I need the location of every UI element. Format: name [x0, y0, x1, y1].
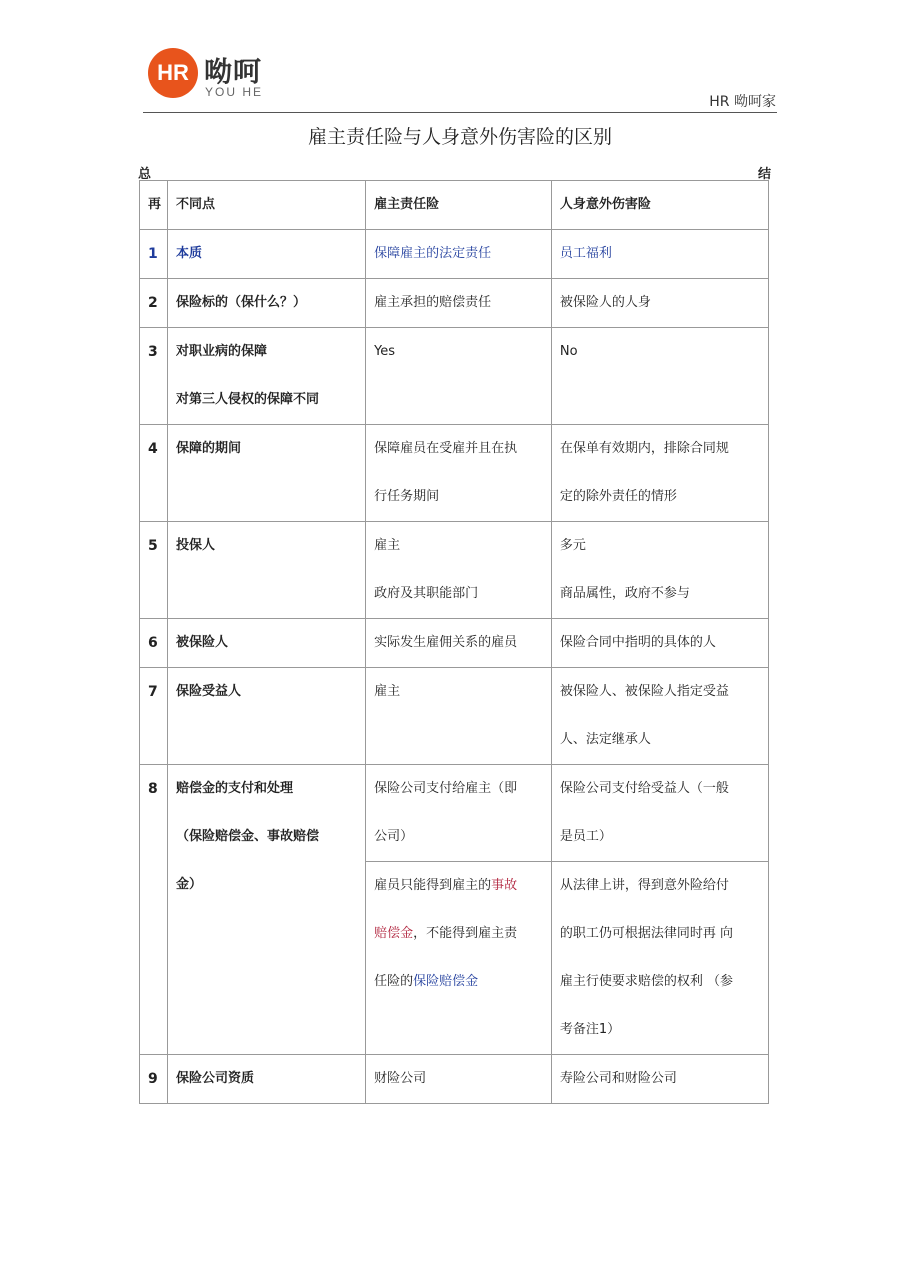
row-personal: No [551, 328, 768, 425]
row-number: 3 [140, 328, 168, 425]
table-row [140, 668, 769, 765]
header-brand: HR 呦呵家 [709, 94, 776, 110]
row-personal: 多元 商品属性，政府不参与 [551, 522, 768, 619]
row-point: 本质 [167, 230, 365, 279]
highlight-insurance-compensation: 保险赔偿金 [413, 974, 479, 989]
header-cell-employer: 雇主责任险 [366, 181, 552, 230]
logo-english-text: YOU HE [205, 85, 264, 99]
header-divider [143, 112, 777, 113]
row-employer: 雇主 [366, 668, 552, 765]
row-personal: 保险合同中指明的具体的人 [551, 619, 768, 668]
header-cell-index: 再 [140, 181, 168, 230]
row-employer: 雇主 政府及其职能部门 [366, 522, 552, 619]
table-row [140, 328, 769, 425]
row-number: 4 [140, 425, 168, 522]
row-personal: 从法律上讲，得到意外险给付 的职工仍可根据法律同时再 向 雇主行使要求赔偿的权利 （参 考备注1） [551, 862, 768, 1055]
row-number: 9 [140, 1055, 168, 1104]
company-logo [148, 48, 278, 104]
row-employer: 保障雇员在受雇并且在执 行任务期间 [366, 425, 552, 522]
row-number: 7 [140, 668, 168, 765]
row-employer: 雇主承担的赔偿责任 [366, 279, 552, 328]
header-cell-personal: 人身意外伤害险 [551, 181, 768, 230]
row-personal: 被保险人、被保险人指定受益 人、法定继承人 [551, 668, 768, 765]
row-point: 保险公司资质 [167, 1055, 365, 1104]
logo-chinese-text: 呦呵 [204, 55, 263, 88]
header-cell-point: 不同点 [167, 181, 365, 230]
row-employer: 雇员只能得到雇主的事故 赔偿金，不能得到雇主责 任险的保险赔偿金 [366, 862, 552, 1055]
document-title: 雇主责任险与人身意外伤害险的区别 [307, 126, 612, 148]
row-point: 保障的期间 [167, 425, 365, 522]
table-header-row [140, 181, 769, 230]
row-point: 对职业病的保障 对第三人侵权的保障不同 [167, 328, 365, 425]
row-number: 5 [140, 522, 168, 619]
row-number: 6 [140, 619, 168, 668]
row-point: 保险标的（保什么？） [167, 279, 365, 328]
table-row [140, 279, 769, 328]
summary-left-char: 总 [138, 167, 152, 182]
highlight-accident-compensation: 事故 [491, 878, 518, 893]
row-employer: Yes [366, 328, 552, 425]
summary-right-char: 结 [758, 167, 772, 182]
table-row [140, 1055, 769, 1104]
row-personal: 寿险公司和财险公司 [551, 1055, 768, 1104]
row-personal: 被保险人的人身 [551, 279, 768, 328]
comparison-table [139, 180, 769, 1104]
row-personal: 在保单有效期内，排除合同规 定的除外责任的情形 [551, 425, 768, 522]
row-number: 1 [140, 230, 168, 279]
table-row [140, 619, 769, 668]
row-employer: 保障雇主的法定责任 [366, 230, 552, 279]
table-row [140, 425, 769, 522]
logo-mark: HR [148, 48, 198, 98]
row-point: 保险受益人 [167, 668, 365, 765]
row-number: 8 [140, 765, 168, 1055]
highlight-accident-compensation-cont: 赔偿金 [374, 926, 414, 941]
row-point: 投保人 [167, 522, 365, 619]
row-employer: 实际发生雇佣关系的雇员 [366, 619, 552, 668]
row-number: 2 [140, 279, 168, 328]
row-personal: 保险公司支付给受益人（一般 是员工） [551, 765, 768, 862]
row-personal: 员工福利 [551, 230, 768, 279]
row-employer: 保险公司支付给雇主（即 公司） [366, 765, 552, 862]
row-point: 被保险人 [167, 619, 365, 668]
table-row [140, 522, 769, 619]
table-row [140, 230, 769, 279]
table-row [140, 765, 769, 862]
row-point: 赔偿金的支付和处理 （保险赔偿金、事故赔偿 金） [167, 765, 365, 1055]
row-employer: 财险公司 [366, 1055, 552, 1104]
